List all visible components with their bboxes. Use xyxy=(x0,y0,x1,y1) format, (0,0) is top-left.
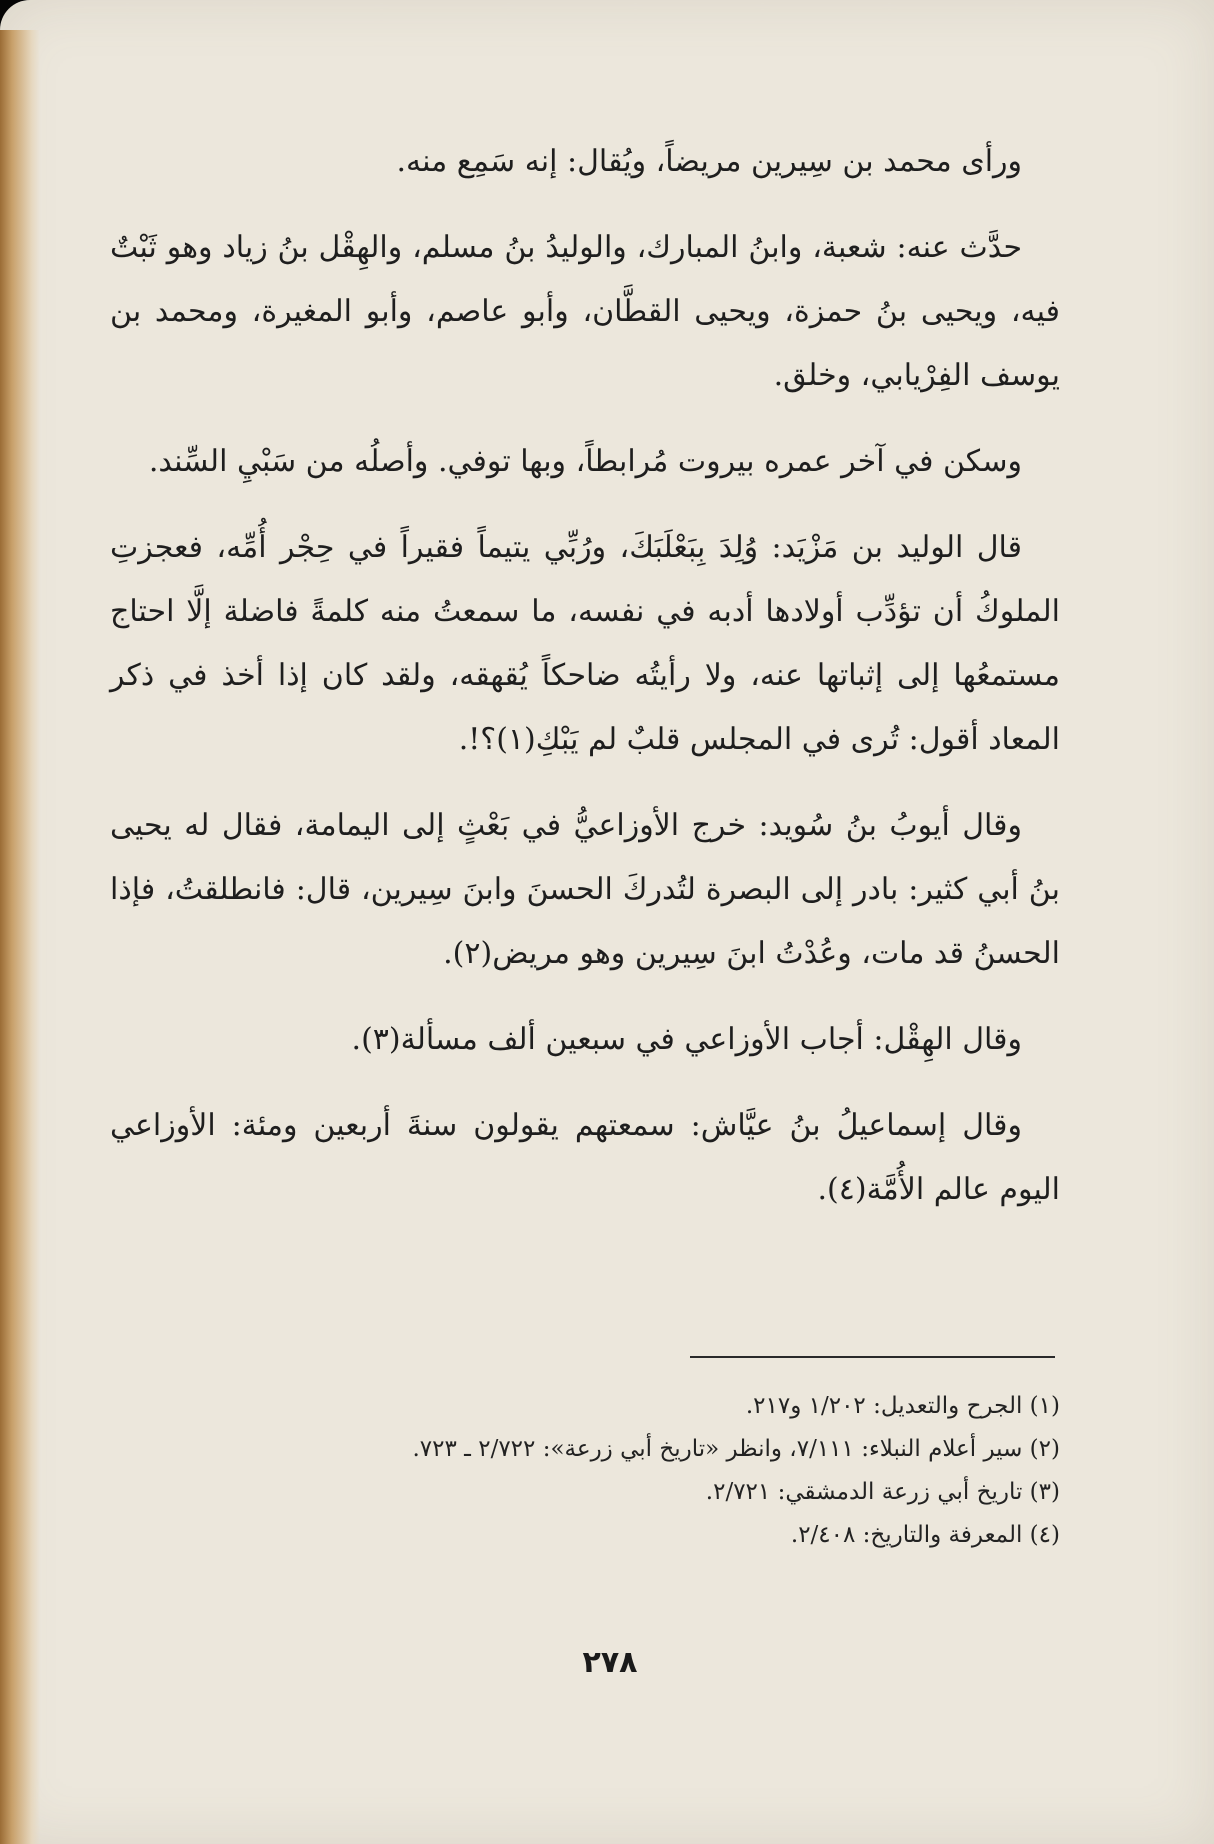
paragraph-1 xyxy=(110,130,1060,194)
footnote-3: (٣) تاريخ أبي زرعة الدمشقي: ٢/٧٢١. xyxy=(705,1479,1060,1505)
page-number: ٢٧٨ xyxy=(582,1645,638,1680)
paragraph-2-text: حدَّث عنه: شعبة، وابنُ المبارك، والوليدُ بنُ مسلم، والهِقْل بنُ زياد وهو ثَبْتٌ فيه، ويحيى بنُ حمزة، ويحيى القطَّان، وأبو عاصم، وأبو المغيرة، ومحمد بن يوسف الفِرْيابي، وخلق. xyxy=(110,230,1060,393)
paragraph-7 xyxy=(110,1094,1060,1222)
paragraph-4 xyxy=(110,516,1060,772)
paragraph-3 xyxy=(110,430,1060,494)
paragraph-3-text: وسكن في آخر عمره بيروت مُرابطاً، وبها توفي. وأصلُه من سَبْيِ السِّند. xyxy=(148,444,1022,479)
main-text xyxy=(110,130,1060,1244)
paragraph-5-text: وقال أيوبُ بنُ سُويد: خرج الأوزاعيُّ في بَعْثٍ إلى اليمامة، فقال له يحيى بنُ أبي كثير: بادر إلى البصرة لتُدركَ الحسنَ وابنَ سِيرين، قال: فانطلقتُ، فإذا الحسنُ قد مات، وعُدْتُ ابنَ سِيرين وهو مريض(٢). xyxy=(110,808,1060,971)
paragraph-6-text: وقال الهِقْل: أجاب الأوزاعي في سبعين ألف مسألة(٣). xyxy=(351,1022,1022,1057)
footnote-2: (٢) سير أعلام النبلاء: ٧/١١١، وانظر «تاريخ أبي زرعة»: ٢/٧٢٢ ـ ٧٢٣. xyxy=(412,1436,1060,1462)
paragraph-6 xyxy=(110,1008,1060,1072)
paragraph-5 xyxy=(110,794,1060,986)
paragraph-7-text: وقال إسماعيلُ بنُ عيَّاش: سمعتهم يقولون سنةَ أربعين ومئة: الأوزاعي اليوم عالم الأُمَّة(٤). xyxy=(110,1108,1060,1207)
paragraph-4-text: قال الوليد بن مَزْيَد: وُلِدَ بِبَعْلَبَكَ، ورُبِّي يتيماً فقيراً في حِجْر أُمِّه، فعجزتِ الملوكُ أن تؤدِّب أولادها أدبه في نفسه، ما سمعتُ منه كلمةً فاضلة إلَّا احتاج مستمعُها إلى إثباتها عنه، ولا رأيتُه ضاحكاً يُقهقه، ولقد كان إذا أخذ في ذكر المعاد أقول: تُرى في المجلس قلبٌ لم يَبْكِ(١)؟!. xyxy=(110,530,1060,757)
footnote-1: (١) الجرح والتعديل: ١/٢٠٢ و٢١٧. xyxy=(745,1393,1060,1419)
footnote-divider xyxy=(690,1356,1055,1358)
paragraph-2 xyxy=(110,216,1060,408)
page-edge-shadow xyxy=(0,30,40,1844)
footnotes xyxy=(110,1385,1060,1557)
footnote-4: (٤) المعرفة والتاريخ: ٢/٤٠٨. xyxy=(790,1522,1060,1548)
paragraph-1-text: ورأى محمد بن سِيرين مريضاً، ويُقال: إنه سَمِع منه. xyxy=(396,144,1022,179)
